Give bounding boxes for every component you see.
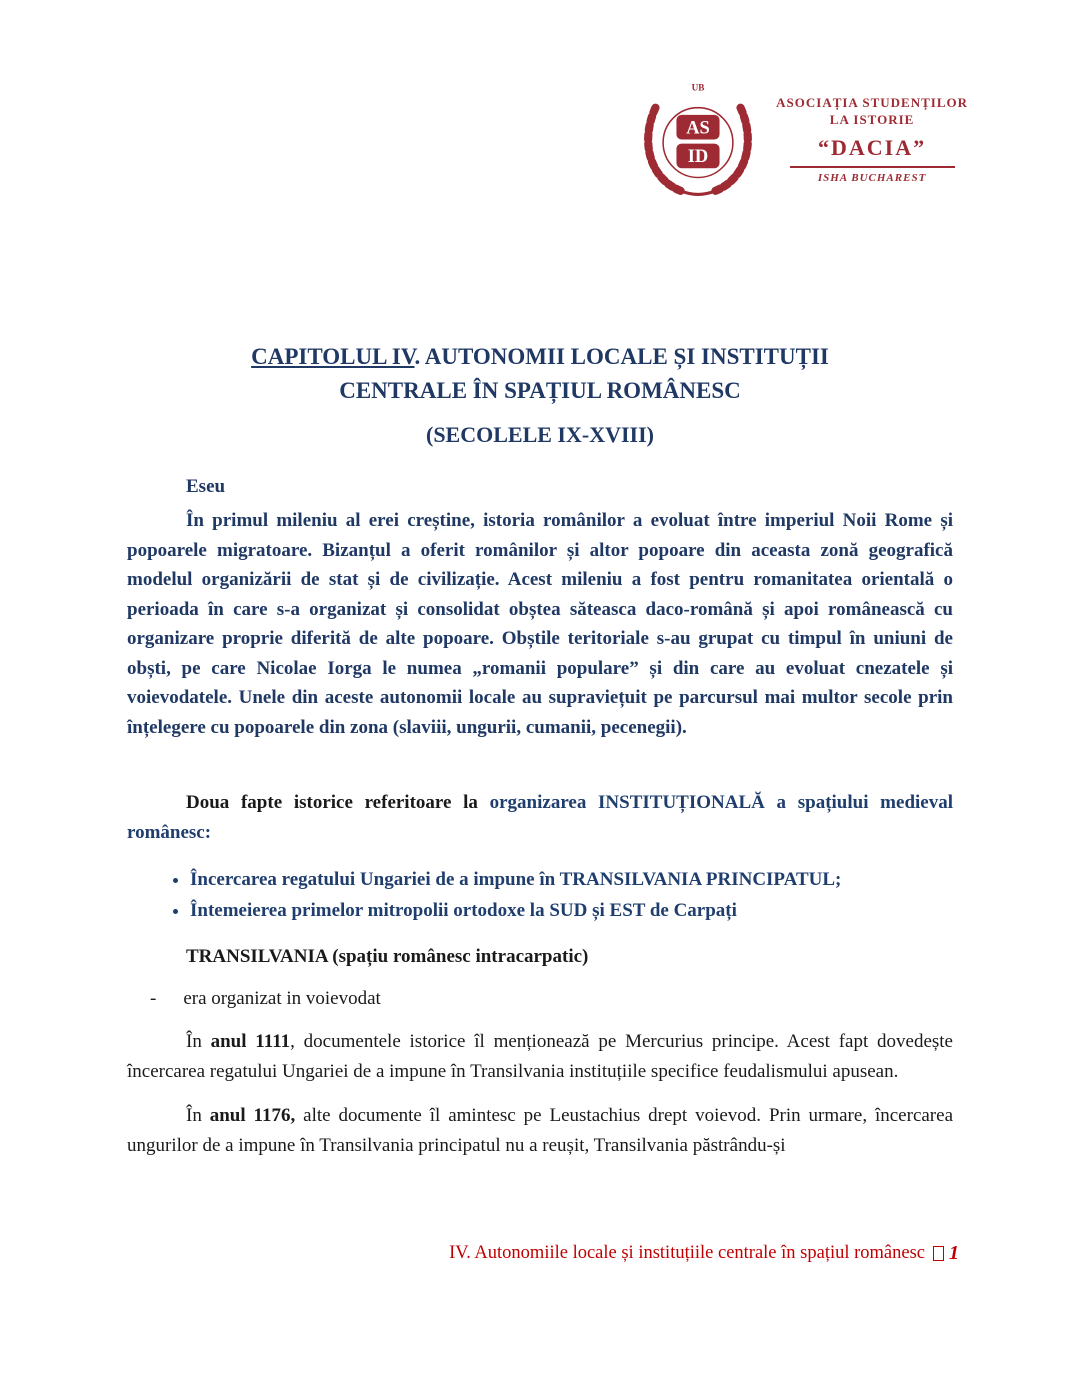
logo-divider	[790, 166, 955, 168]
page-title	[127, 340, 953, 408]
organization-logo	[630, 80, 968, 198]
dash-marker: -	[150, 988, 157, 1009]
bullet-item-transilvania	[190, 864, 953, 895]
facts-intro	[127, 788, 953, 848]
facts-bullet-list	[190, 864, 953, 926]
facts-intro-blue: organizarea INSTITUȚIONALĂ a spațiului medieval românesc:	[127, 792, 954, 843]
p1-rest: , documentele istorice îl menționează pe Mercurius principe. Acest fapt dovedește încercarea regatului Ungariei de a impune în Transilvania instituțiile specifice feudalismului apusean.	[127, 1031, 953, 1082]
laurel-wreath-icon	[630, 80, 766, 198]
essay-label: Eseu	[186, 476, 226, 497]
essay-paragraph: În primul mileniu al erei creștine, istoria românilor a evoluat între imperiul Noii Rome și popoarele migratoare. Bizanțul a oferit românilor și altor popoare din aceasta zonă geografică modelul organizării de stat și de civilizație. Acest mileniu a fost pentru romanitatea orientală o perioada în care s-a organizat și consolidat obștea săteasca daco-română și apoi românească cu organizare proprie diferită de alte popoare. Obștile teritoriale s-au grupat cu timpul în uniuni de obști, pe care Nicolae Iorga le numea „romanii populare” și din care au evoluat cnezatele și voievodatele. Unele din aceste autonomii locale au supraviețuit pe parcursul mai multor secole prin înțelegere cu popoarele din zona (slaviii, ungurii, cumanii, pecenegii).	[127, 510, 953, 738]
chapter-title-rest: . AUTONOMII LOCALE ȘI INSTITUȚII	[414, 344, 829, 369]
bullet-item-label: Încercarea regatului Ungariei de a impune în TRANSILVANIA PRINCIPATUL;	[190, 869, 842, 890]
logo-wordmark	[776, 94, 968, 184]
monogram-id: ID	[687, 146, 709, 167]
footer-text: IV. Autonomiile locale și instituțiile centrale în spațiul românesc	[449, 1243, 925, 1263]
chapter-number: CAPITOLUL IV	[251, 344, 415, 369]
p1-bold-year: anul 1111	[210, 1031, 291, 1052]
page-subtitle: (SECOLELE IX-XVIII)	[426, 422, 654, 447]
p2-start: În	[186, 1105, 210, 1126]
bullet-item-label: Întemeierea primelor mitropolii ortodoxe la SUD și EST de Carpați	[190, 900, 737, 921]
logo-emblem	[630, 80, 766, 198]
p2-rest: alte documente îl amintesc pe Leustachius drept voievod. Prin urmare, încercarea ungurilor de a impune în Transilvania principatul nu a reușit, Transilvania păstrându-și	[127, 1105, 954, 1156]
bullet-item-mitropolii	[190, 895, 953, 926]
chapter-title-line2: CENTRALE ÎN SPAȚIUL ROMÂNESC	[339, 378, 741, 403]
dash-list-item	[150, 985, 953, 1012]
paragraph-anul-1176	[127, 1101, 953, 1160]
ub-label: UB	[691, 82, 705, 93]
paragraph-anul-1111	[127, 1027, 953, 1086]
page-footer	[449, 1242, 959, 1265]
org-name-line2: LA ISTORIE	[829, 112, 915, 127]
monogram-as: AS	[686, 117, 710, 138]
section-heading-transilvania: TRANSILVANIA (spațiu românesc intracarpatic)	[186, 946, 589, 967]
org-name-dacia: “DACIA”	[818, 135, 927, 160]
org-name-line1: ASOCIAȚIA STUDENȚILOR	[776, 95, 968, 110]
p1-start: În	[186, 1031, 211, 1052]
org-subtitle: ISHA BUCHAREST	[817, 172, 927, 184]
p2-bold-year: anul 1176,	[209, 1105, 296, 1126]
facts-intro-black: Doua fapte istorice referitoare la	[186, 792, 478, 813]
dash-item-label: era organizat in voievodat	[183, 988, 381, 1009]
page-number: 1	[949, 1242, 959, 1264]
missing-glyph-box	[933, 1246, 944, 1261]
